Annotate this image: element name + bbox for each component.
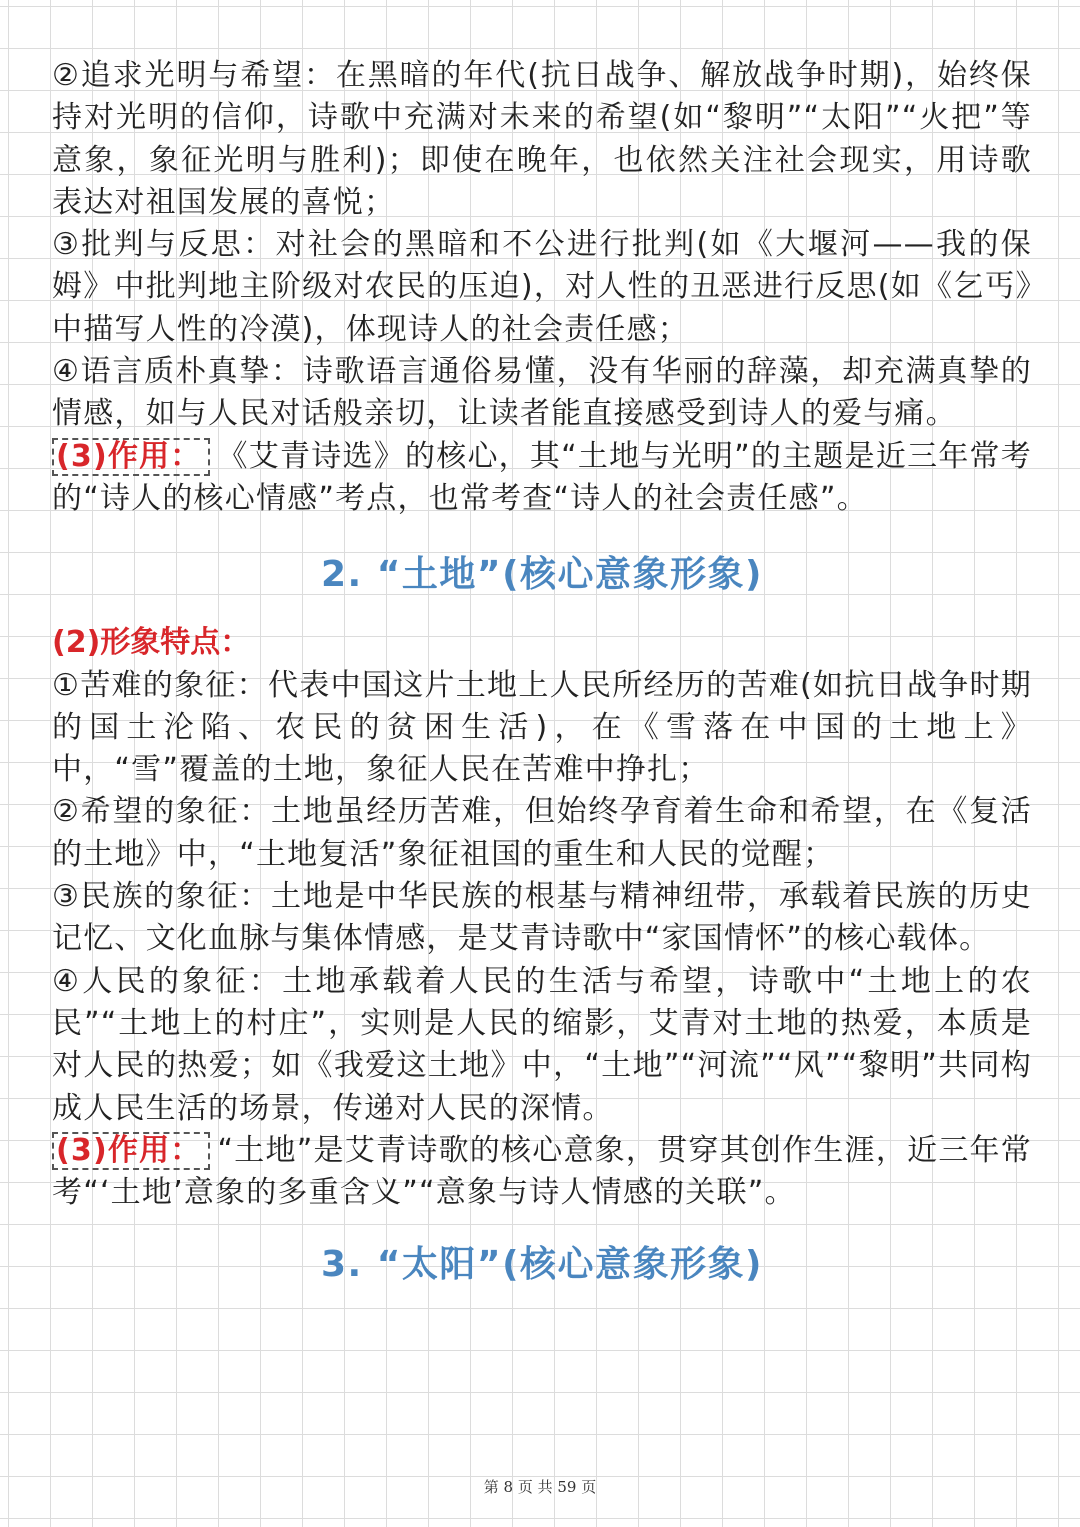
paragraph-criticism-reflection: ③批判与反思：对社会的黑暗和不公进行批判(如《大堰河——我的保姆》中批判地主阶级对农民的压迫)，对人性的丑恶进行反思(如《乞丐》中描写人性的冷漠)，体现诗人的社会责任感； [52,227,1032,347]
section-title-sun: 3. “太阳”(核心意象形象) [321,1244,763,1286]
paragraph-plain-language: ④语言质朴真挚：诗歌语言通俗易懂，没有华丽的辞藻，却充满真挚的情感，如与人民对话般亲切，让读者能直接感受到诗人的爱与痛。 [52,354,1032,432]
role-text-2: “土地”是艾青诗歌的核心意象，贯穿其创作生涯，近三年常考“‘土地’意象的多重含义”“意象与诗人情感的关联”。 [52,1132,1032,1211]
role-block-1 [52,436,1032,521]
document-body [52,55,1032,1290]
paragraph-symbol-nation: ③民族的象征：土地是中华民族的根基与精神纽带，承载着民族的历史记忆、文化血脉与集体情感，是艾青诗歌中“家国情怀”的核心载体。 [52,879,1032,957]
section-title-land: 2. “土地”(核心意象形象) [321,554,763,596]
role-label-2: (3)作用： [52,1132,210,1170]
role-block-2 [52,1130,1032,1215]
subhead-image-features: (2)形象特点： [52,625,251,661]
paragraph-pursuit-of-light: ②追求光明与希望：在黑暗的年代(抗日战争、解放战争时期)，始终保持对光明的信仰，诗歌中充满对未来的希望(如“黎明”“太阳”“火把”等意象，象征光明与胜利)；即使在晚年，也依然关注社会现实，用诗歌表达对祖国发展的喜悦； [52,58,1032,220]
paragraph-symbol-hope: ②希望的象征：土地虽经历苦难，但始终孕育着生命和希望，在《复活的土地》中，“土地复活”象征祖国的重生和人民的觉醒； [52,794,1032,872]
paragraph-symbol-suffering: ①苦难的象征：代表中国这片土地上人民所经历的苦难(如抗日战争时期的国土沦陷、农民的贫困生活)，在《雪落在中国的土地上》中，“雪”覆盖的土地，象征人民在苦难中挣扎； [52,667,1032,788]
role-text-1: 《艾青诗选》的核心，其“土地与光明”的主题是近三年常考的“诗人的核心情感”考点，也常考查“诗人的社会责任感”。 [52,438,1032,516]
role-label-1: (3)作用： [52,438,210,476]
page-footer: 第 8 页 共 59 页 [483,1478,597,1496]
paragraph-symbol-people: ④人民的象征：土地承载着人民的生活与希望，诗歌中“土地上的农民”“土地上的村庄”，实则是人民的缩影，艾青对土地的热爱，本质是对人民的热爱；如《我爱这土地》中，“土地”“河流”“风”“黎明”共同构成人民生活的场景，传递对人民的深情。 [52,963,1032,1126]
